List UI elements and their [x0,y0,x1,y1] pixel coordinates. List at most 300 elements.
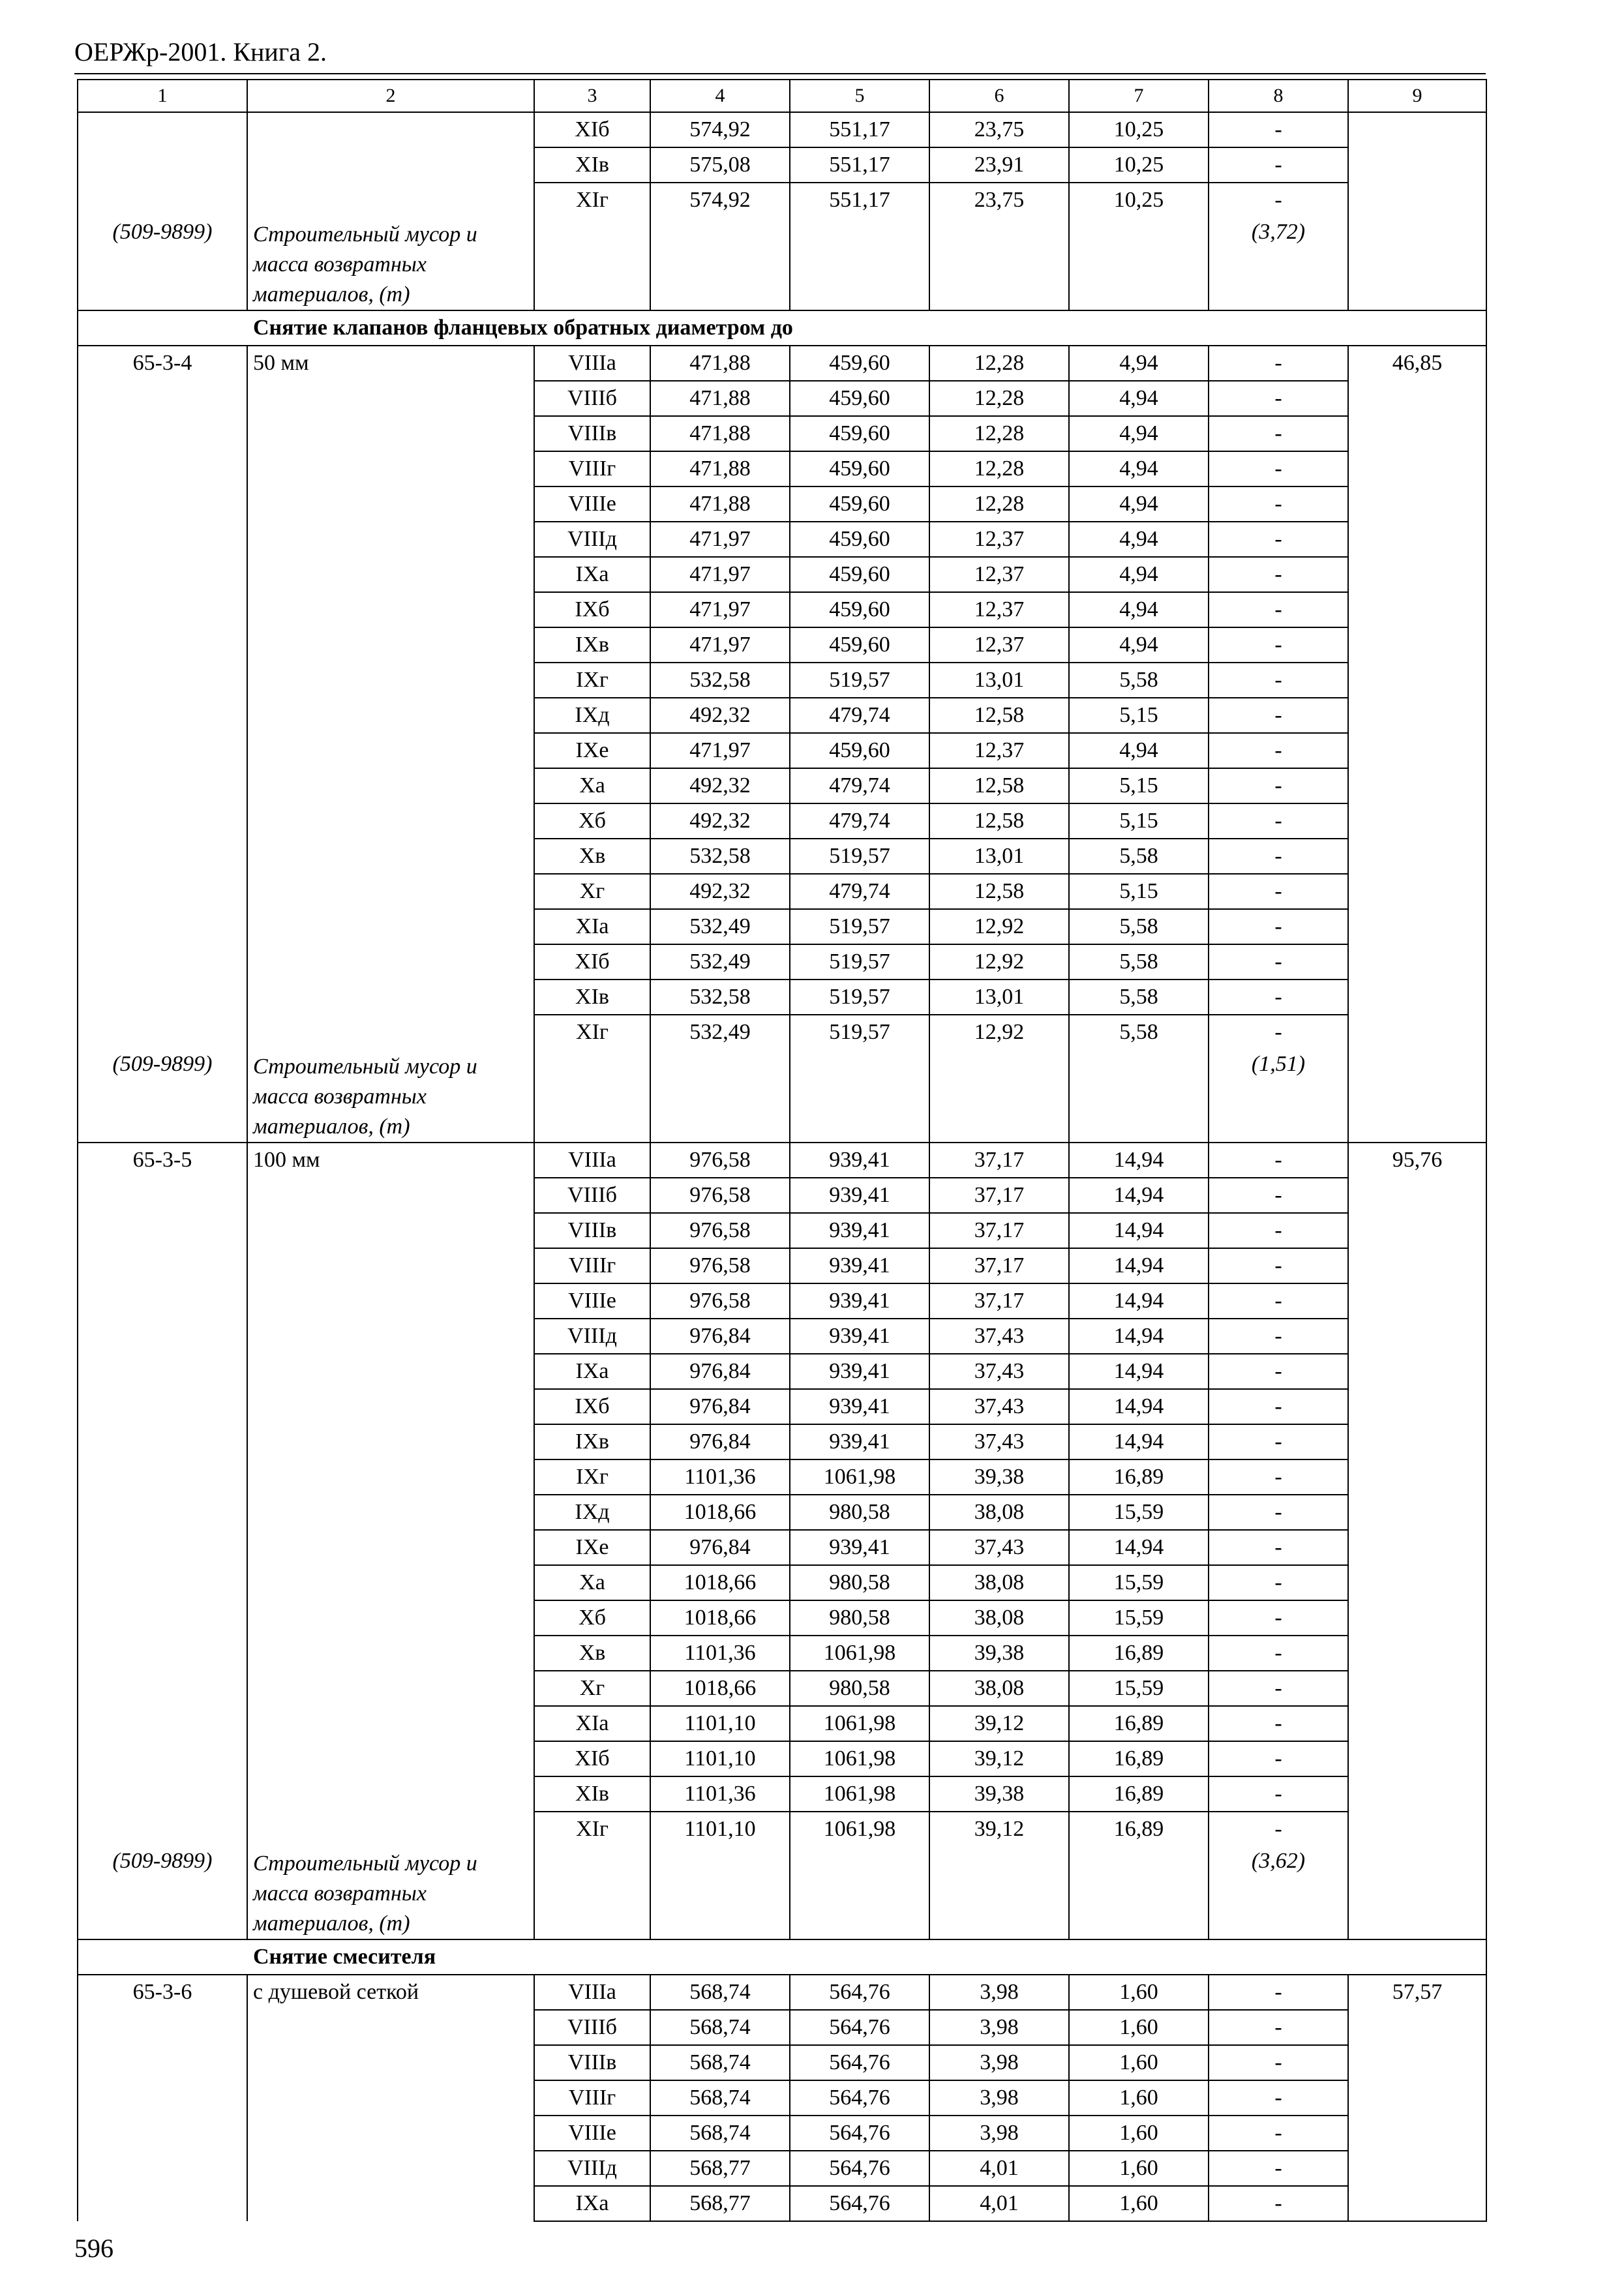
category-cell: IXа [534,2186,650,2221]
value-cell: 39,12 [929,1706,1069,1741]
value-cell: 14,94 [1069,1319,1209,1354]
value-cell: 459,60 [790,346,929,381]
value-cell: 37,43 [929,1530,1069,1565]
value-cell: - [1209,944,1348,980]
value-cell: 519,57 [790,663,929,698]
value-cell: 37,43 [929,1389,1069,1424]
value-cell: 3,98 [929,2116,1069,2151]
value-cell: - [1209,1495,1348,1530]
category-cell: VIIIв [534,416,650,451]
value-cell: 1,60 [1069,2116,1209,2151]
value-cell: 471,97 [650,557,790,592]
value-cell: - [1209,1600,1348,1636]
category-cell: VIIIа [534,1975,650,2010]
category-cell: IXв [534,627,650,663]
value-cell: - [1209,346,1348,381]
value-cell: - [1209,147,1348,183]
value-cell: 16,89 [1069,1706,1209,1741]
material-quantity: (3,62) [1209,1846,1348,1939]
category-cell: IXг [534,663,650,698]
value-cell: 39,12 [929,1741,1069,1776]
column-header: 9 [1348,80,1486,112]
value-cell: 471,88 [650,486,790,522]
value-cell: 1018,66 [650,1495,790,1530]
value-cell: 492,32 [650,698,790,733]
value-cell: 14,94 [1069,1248,1209,1283]
value-cell: 976,84 [650,1389,790,1424]
value-cell: - [1209,874,1348,909]
value-cell: 37,43 [929,1354,1069,1389]
table-row [78,1975,1486,2010]
column-header: 5 [790,80,929,112]
table-cell [650,1846,790,1939]
value-cell: 980,58 [790,1671,929,1706]
value-cell: 15,59 [1069,1495,1209,1530]
value-cell: 479,74 [790,874,929,909]
value-cell: 939,41 [790,1178,929,1213]
category-cell: Xб [534,803,650,839]
value-cell: 574,92 [650,183,790,217]
table-row [78,112,1486,147]
value-cell: 4,94 [1069,346,1209,381]
material-quantity: (1,51) [1209,1049,1348,1143]
value-cell: 976,84 [650,1319,790,1354]
value-cell: 492,32 [650,768,790,803]
value-cell: 4,94 [1069,592,1209,627]
value-cell: 38,08 [929,1600,1069,1636]
table-cell [534,1049,650,1143]
value-cell: 574,92 [650,112,790,147]
column-header: 2 [247,80,534,112]
value-cell: 14,94 [1069,1424,1209,1459]
value-cell: 12,28 [929,451,1069,486]
category-cell: VIIIг [534,2080,650,2116]
value-cell: - [1209,1319,1348,1354]
value-cell: 39,38 [929,1636,1069,1671]
value-cell: 564,76 [790,2116,929,2151]
item-code: 65-3-5 [78,1143,247,1846]
value-cell: 14,94 [1069,1530,1209,1565]
value-cell: 1018,66 [650,1600,790,1636]
value-cell: 4,94 [1069,486,1209,522]
material-code: (509-9899) [78,217,247,310]
value-cell: 16,89 [1069,1812,1209,1846]
category-cell: IXб [534,1389,650,1424]
value-cell: - [1209,1283,1348,1319]
value-cell: - [1209,1636,1348,1671]
value-cell: 37,17 [929,1248,1069,1283]
category-cell: XIб [534,944,650,980]
value-cell: - [1209,698,1348,733]
value-cell: 37,17 [929,1178,1069,1213]
page-number: 596 [74,2234,113,2263]
total-cell: 46,85 [1348,346,1486,1143]
column-header: 3 [534,80,650,112]
value-cell: 471,88 [650,451,790,486]
value-cell: - [1209,451,1348,486]
value-cell: 492,32 [650,874,790,909]
value-cell: 939,41 [790,1213,929,1248]
value-cell: 939,41 [790,1424,929,1459]
value-cell: 976,58 [650,1283,790,1319]
column-header: 4 [650,80,790,112]
value-cell: 492,32 [650,803,790,839]
value-cell: 1101,36 [650,1776,790,1812]
value-cell: 568,74 [650,2116,790,2151]
value-cell: - [1209,1530,1348,1565]
category-cell: IXг [534,1459,650,1495]
material-code: (509-9899) [78,1846,247,1939]
value-cell: 5,15 [1069,874,1209,909]
value-cell: 39,38 [929,1776,1069,1812]
section-title: Снятие смесителя [78,1939,1486,1975]
value-cell: - [1209,733,1348,768]
value-cell: - [1209,416,1348,451]
value-cell: 564,76 [790,2151,929,2186]
category-cell: VIIIг [534,451,650,486]
value-cell: 532,49 [650,909,790,944]
value-cell: 4,94 [1069,381,1209,416]
value-cell: 37,43 [929,1424,1069,1459]
value-cell: 1061,98 [790,1636,929,1671]
value-cell: - [1209,1178,1348,1213]
value-cell: 459,60 [790,486,929,522]
value-cell: - [1209,381,1348,416]
category-cell: XIб [534,1741,650,1776]
column-header: 8 [1209,80,1348,112]
value-cell: 532,58 [650,839,790,874]
value-cell: 459,60 [790,627,929,663]
value-cell: 12,58 [929,698,1069,733]
value-cell: 479,74 [790,768,929,803]
value-cell: 12,92 [929,1015,1069,1049]
item-code: 65-3-4 [78,346,247,1049]
category-cell: XIа [534,1706,650,1741]
value-cell: 976,84 [650,1530,790,1565]
value-cell: 12,37 [929,592,1069,627]
category-cell: VIIIд [534,522,650,557]
value-cell: 14,94 [1069,1354,1209,1389]
table-cell [929,217,1069,310]
value-cell: - [1209,2010,1348,2045]
material-name: Строительный мусор и масса возвратных материалов, (т) [247,217,534,310]
value-cell: - [1209,1975,1348,2010]
value-cell: 459,60 [790,733,929,768]
column-header: 6 [929,80,1069,112]
material-quantity: (3,72) [1209,217,1348,310]
total-cell: 95,76 [1348,1143,1486,1939]
value-cell: 459,60 [790,522,929,557]
value-cell: 551,17 [790,147,929,183]
value-cell: 568,77 [650,2151,790,2186]
value-cell: 12,37 [929,627,1069,663]
value-cell: - [1209,2151,1348,2186]
value-cell: - [1209,112,1348,147]
item-name: 50 мм [247,346,534,1049]
category-cell: XIв [534,980,650,1015]
value-cell: 4,01 [929,2151,1069,2186]
material-code: (509-9899) [78,1049,247,1143]
category-cell: Xв [534,1636,650,1671]
value-cell: 10,25 [1069,112,1209,147]
value-cell: 568,74 [650,1975,790,2010]
value-cell: 551,17 [790,183,929,217]
section-row [78,1939,1486,1975]
category-cell: VIIIе [534,486,650,522]
category-cell: IXв [534,1424,650,1459]
value-cell: - [1209,2045,1348,2080]
value-cell: 23,75 [929,183,1069,217]
value-cell: 519,57 [790,980,929,1015]
value-cell: 939,41 [790,1354,929,1389]
value-cell: 12,58 [929,874,1069,909]
value-cell: 519,57 [790,944,929,980]
value-cell: - [1209,1389,1348,1424]
category-cell: Xб [534,1600,650,1636]
value-cell: 12,92 [929,909,1069,944]
value-cell: 1061,98 [790,1459,929,1495]
item-code: 65-3-6 [78,1975,247,2221]
value-cell: 1101,10 [650,1741,790,1776]
value-cell: 471,88 [650,381,790,416]
value-cell: 564,76 [790,2186,929,2221]
value-cell: - [1209,768,1348,803]
category-cell: IXа [534,557,650,592]
category-cell: VIIIб [534,381,650,416]
category-cell: IXа [534,1354,650,1389]
category-cell: VIIIд [534,2151,650,2186]
value-cell: 13,01 [929,980,1069,1015]
value-cell: 939,41 [790,1389,929,1424]
value-cell: 1101,36 [650,1459,790,1495]
total-cell: 57,57 [1348,1975,1486,2221]
table-cell [1069,1846,1209,1939]
column-header: 7 [1069,80,1209,112]
value-cell: 1,60 [1069,2080,1209,2116]
table-cell [929,1846,1069,1939]
value-cell: 5,15 [1069,803,1209,839]
value-cell: 939,41 [790,1143,929,1178]
value-cell: 568,74 [650,2010,790,2045]
value-cell: - [1209,663,1348,698]
category-cell: IXб [534,592,650,627]
value-cell: - [1209,522,1348,557]
name-cell [247,112,534,217]
column-header: 1 [78,80,247,112]
value-cell: 14,94 [1069,1213,1209,1248]
value-cell: - [1209,2116,1348,2151]
value-cell: 38,08 [929,1671,1069,1706]
value-cell: 1018,66 [650,1565,790,1600]
value-cell: 980,58 [790,1495,929,1530]
value-cell: 459,60 [790,451,929,486]
value-cell: 4,94 [1069,451,1209,486]
value-cell: - [1209,1741,1348,1776]
material-row [78,217,1486,310]
value-cell: 38,08 [929,1565,1069,1600]
value-cell: 16,89 [1069,1741,1209,1776]
value-cell: 1,60 [1069,2010,1209,2045]
value-cell: - [1209,592,1348,627]
value-cell: 976,84 [650,1354,790,1389]
value-cell: 3,98 [929,2080,1069,2116]
value-cell: 23,75 [929,112,1069,147]
table-cell [790,217,929,310]
value-cell: 38,08 [929,1495,1069,1530]
category-cell: VIIIе [534,2116,650,2151]
value-cell: 471,88 [650,416,790,451]
rates-table [77,79,1487,2222]
value-cell: - [1209,183,1348,217]
value-cell: 10,25 [1069,183,1209,217]
value-cell: 1018,66 [650,1671,790,1706]
table-cell [1069,1049,1209,1143]
category-cell: VIIIб [534,1178,650,1213]
value-cell: 519,57 [790,839,929,874]
table-cell [1069,217,1209,310]
value-cell: 14,94 [1069,1389,1209,1424]
value-cell: 16,89 [1069,1776,1209,1812]
value-cell: 939,41 [790,1283,929,1319]
value-cell: 1061,98 [790,1741,929,1776]
value-cell: 532,58 [650,980,790,1015]
table-cell [790,1049,929,1143]
value-cell: 5,58 [1069,909,1209,944]
category-cell: XIв [534,1776,650,1812]
section-row [78,310,1486,346]
value-cell: 551,17 [790,112,929,147]
value-cell: 5,15 [1069,768,1209,803]
value-cell: 16,89 [1069,1636,1209,1671]
material-name: Строительный мусор и масса возвратных материалов, (т) [247,1049,534,1143]
value-cell: 976,58 [650,1213,790,1248]
value-cell: - [1209,909,1348,944]
value-cell: 1,60 [1069,2151,1209,2186]
value-cell: 16,89 [1069,1459,1209,1495]
value-cell: 575,08 [650,147,790,183]
table-cell [534,217,650,310]
value-cell: 459,60 [790,592,929,627]
value-cell: 5,58 [1069,839,1209,874]
value-cell: 532,49 [650,1015,790,1049]
value-cell: 980,58 [790,1600,929,1636]
value-cell: - [1209,1213,1348,1248]
value-cell: 4,94 [1069,416,1209,451]
table-cell [790,1846,929,1939]
category-cell: XIг [534,1015,650,1049]
value-cell: 564,76 [790,2045,929,2080]
value-cell: 1101,10 [650,1812,790,1846]
value-cell: 12,37 [929,733,1069,768]
value-cell: 1101,10 [650,1706,790,1741]
value-cell: 532,58 [650,663,790,698]
category-cell: Xа [534,1565,650,1600]
value-cell: 459,60 [790,416,929,451]
category-cell: VIIIг [534,1248,650,1283]
category-cell: IXе [534,1530,650,1565]
value-cell: 976,58 [650,1248,790,1283]
value-cell: 37,17 [929,1283,1069,1319]
category-cell: Xв [534,839,650,874]
value-cell: - [1209,1248,1348,1283]
value-cell: 13,01 [929,663,1069,698]
value-cell: 12,37 [929,557,1069,592]
category-cell: VIIIа [534,346,650,381]
category-cell: IXд [534,698,650,733]
value-cell: 479,74 [790,803,929,839]
value-cell: - [1209,839,1348,874]
material-name: Строительный мусор и масса возвратных материалов, (т) [247,1846,534,1939]
value-cell: 12,58 [929,803,1069,839]
value-cell: 4,94 [1069,627,1209,663]
category-cell: VIIIв [534,2045,650,2080]
table-cell [929,1049,1069,1143]
value-cell: 5,58 [1069,944,1209,980]
total-cell [1348,112,1486,310]
category-cell: XIв [534,147,650,183]
value-cell: 5,58 [1069,1015,1209,1049]
value-cell: - [1209,1565,1348,1600]
header-rule [74,73,1486,74]
value-cell: 471,97 [650,627,790,663]
value-cell: 459,60 [790,557,929,592]
value-cell: - [1209,1706,1348,1741]
value-cell: 976,58 [650,1143,790,1178]
category-cell: Xа [534,768,650,803]
category-cell: VIIIе [534,1283,650,1319]
category-cell: XIг [534,183,650,217]
section-title: Снятие клапанов фланцевых обратных диаметром до [78,310,1486,346]
table-cell [534,1846,650,1939]
value-cell: 564,76 [790,1975,929,2010]
value-cell: 39,38 [929,1459,1069,1495]
value-cell: 1101,36 [650,1636,790,1671]
value-cell: 37,43 [929,1319,1069,1354]
value-cell: - [1209,1424,1348,1459]
value-cell: - [1209,557,1348,592]
value-cell: 939,41 [790,1248,929,1283]
category-cell: IXд [534,1495,650,1530]
value-cell: 568,74 [650,2045,790,2080]
value-cell: 12,28 [929,381,1069,416]
value-cell: 12,37 [929,522,1069,557]
value-cell: 4,01 [929,2186,1069,2221]
value-cell: 12,28 [929,416,1069,451]
value-cell: 1,60 [1069,1975,1209,2010]
category-cell: VIIIд [534,1319,650,1354]
table-cell [650,217,790,310]
value-cell: 5,15 [1069,698,1209,733]
value-cell: 12,28 [929,486,1069,522]
item-name: с душевой сеткой [247,1975,534,2221]
value-cell: - [1209,1812,1348,1846]
value-cell: 23,91 [929,147,1069,183]
value-cell: 14,94 [1069,1143,1209,1178]
material-row [78,1846,1486,1939]
value-cell: 564,76 [790,2010,929,2045]
category-cell: XIб [534,112,650,147]
category-cell: VIIIв [534,1213,650,1248]
category-cell: VIIIа [534,1143,650,1178]
value-cell: 976,84 [650,1424,790,1459]
value-cell: - [1209,1459,1348,1495]
table-row [78,1143,1486,1178]
value-cell: - [1209,627,1348,663]
value-cell: 39,12 [929,1812,1069,1846]
item-name: 100 мм [247,1143,534,1846]
value-cell: 37,17 [929,1213,1069,1248]
value-cell: 471,97 [650,592,790,627]
